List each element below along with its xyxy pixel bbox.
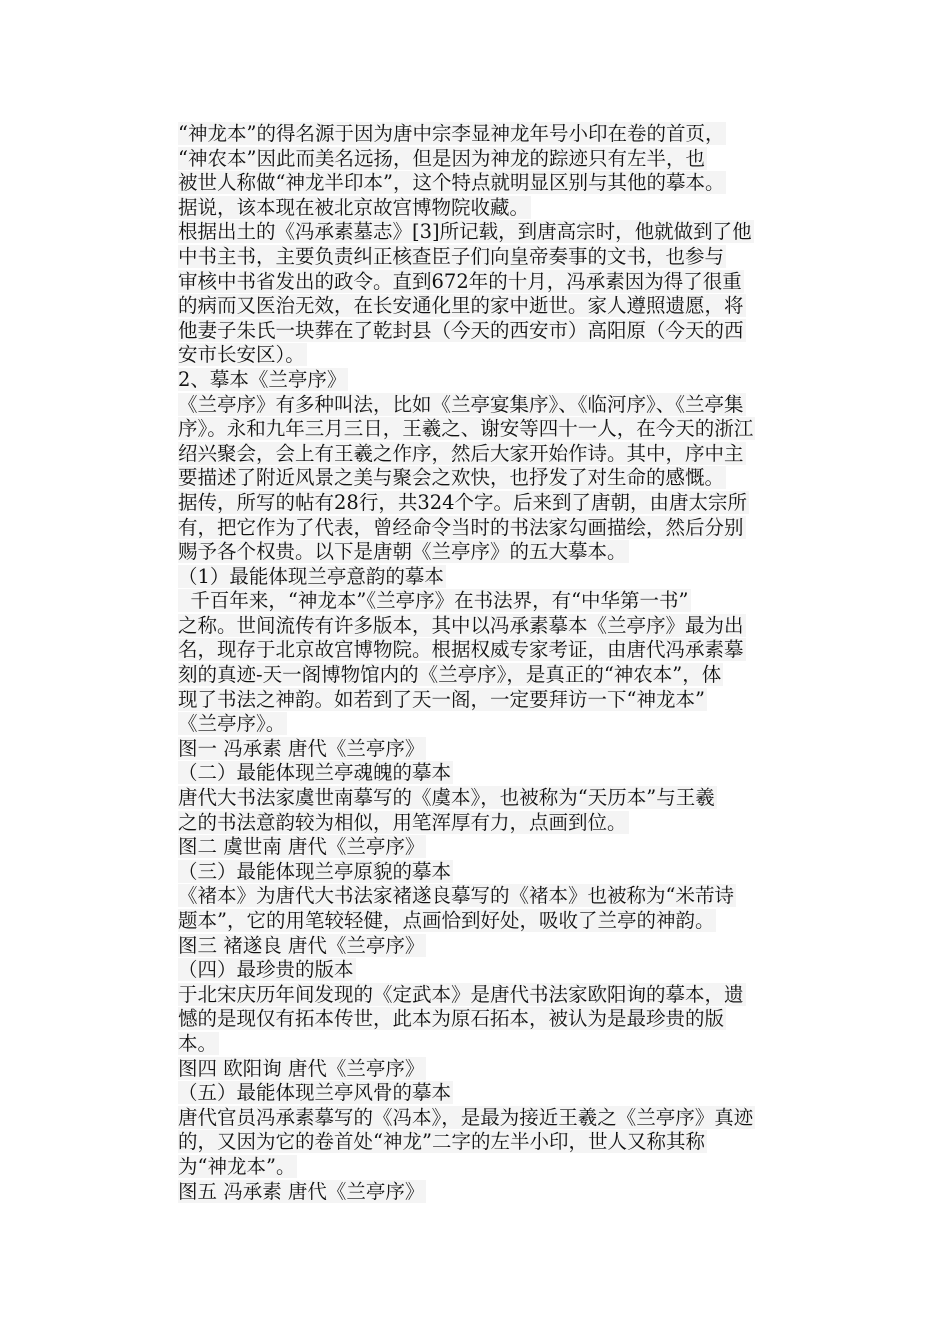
line-text: 的病而又医治无效，在长安通化里的家中逝世。家人遵照遗愿，将 xyxy=(178,294,744,318)
figure-caption-text: 图五 冯承素 唐代《兰亭序》 xyxy=(178,1179,425,1203)
text-line xyxy=(178,393,818,418)
text-line xyxy=(178,491,818,516)
figure-caption-text: 图一 冯承素 唐代《兰亭序》 xyxy=(178,736,425,760)
line-text: 要描述了附近风景之美与聚会之欢快，也抒发了对生命的感慨。 xyxy=(178,466,725,490)
line-text: 之的书法意韵较为相似，用笔浑厚有力，点画到位。 xyxy=(178,810,627,834)
line-text: 唐代大书法家虞世南摹写的《虞本》，也被称为“天历本”与王羲 xyxy=(178,786,715,810)
text-line xyxy=(178,1155,818,1180)
text-line xyxy=(178,122,818,147)
section-heading-text: 2、摹本《兰亭序》 xyxy=(178,367,347,391)
line-text: 《兰亭序》。 xyxy=(178,712,286,736)
line-text: 名，现存于北京故宫博物院。根据权威专家考证，由唐代冯承素摹 xyxy=(178,638,744,662)
text-line xyxy=(178,220,818,245)
text-line xyxy=(178,614,818,639)
line-text: 序》。永和九年三月三日，王羲之、谢安等四十一人，在今天的浙江 xyxy=(178,417,754,441)
line-text: 赐予各个权贵。以下是唐朝《兰亭序》的五大摹本。 xyxy=(178,540,627,564)
text-line xyxy=(178,1007,818,1032)
text-line xyxy=(178,589,818,614)
figure-caption xyxy=(178,934,818,959)
line-text: 据说，该本现在被北京故宫博物院收藏。 xyxy=(178,195,530,219)
text-line xyxy=(178,786,818,811)
line-text: “神农本”因此而美名远扬，但是因为神龙的踪迹只有左半，也 xyxy=(178,146,705,170)
line-text: 千百年来，“神龙本”《兰亭序》在书法界，有“中华第一书” xyxy=(178,589,689,613)
line-text: 唐代官员冯承素摹写的《冯本》，是最为接近王羲之《兰亭序》真迹 xyxy=(178,1105,754,1129)
text-line xyxy=(178,466,818,491)
line-text: 刻的真迹-天一阁博物馆内的《兰亭序》，是真正的“神农本”，体 xyxy=(178,663,722,687)
figure-caption xyxy=(178,1057,818,1082)
figure-caption xyxy=(178,737,818,762)
subsection-heading-text: （二）最能体现兰亭魂魄的摹本 xyxy=(178,761,452,785)
text-line xyxy=(178,196,818,221)
line-text: 被世人称做“神龙半印本”，这个特点就明显区别与其他的摹本。 xyxy=(178,171,725,195)
text-line xyxy=(178,909,818,934)
line-text: 本。 xyxy=(178,1031,218,1055)
figure-caption-text: 图四 欧阳询 唐代《兰亭序》 xyxy=(178,1056,425,1080)
line-text: 有，把它作为了代表，曾经命令当时的书法家勾画描绘，然后分别 xyxy=(178,515,744,539)
text-line xyxy=(178,540,818,565)
line-text: 安市长安区）。 xyxy=(178,343,305,367)
subsection-heading-text: （三）最能体现兰亭原貌的摹本 xyxy=(178,859,452,883)
line-text: “神龙本”的得名源于因为唐中宗李显神龙年号小印在卷的首页， xyxy=(178,122,725,145)
subsection-heading xyxy=(178,761,818,786)
text-line xyxy=(178,147,818,172)
line-text: 《褚本》为唐代大书法家褚遂良摹写的《褚本》也被称为“米芾诗 xyxy=(178,884,734,908)
subsection-heading-text: （五）最能体现兰亭风骨的摹本 xyxy=(178,1081,452,1105)
text-line xyxy=(178,688,818,713)
figure-caption xyxy=(178,835,818,860)
line-text: 的，又因为它的卷首处“神龙”二字的左半小印，世人又称其称 xyxy=(178,1130,705,1154)
line-text: 题本”，它的用笔较轻健，点画恰到好处，吸收了兰亭的神韵。 xyxy=(178,909,715,932)
figure-caption-text: 图二 虞世南 唐代《兰亭序》 xyxy=(178,835,425,859)
subsection-heading xyxy=(178,565,818,590)
figure-caption xyxy=(178,1180,818,1205)
text-line xyxy=(178,442,818,467)
text-line xyxy=(178,811,818,836)
subsection-heading xyxy=(178,1081,818,1106)
subsection-heading xyxy=(178,860,818,885)
subsection-heading-text: （四）最珍贵的版本 xyxy=(178,958,354,982)
line-text: 审核中书省发出的政令。直到672年的十月，冯承素因为得了很重 xyxy=(178,269,742,293)
line-text: 《兰亭序》有多种叫法，比如《兰亭宴集序》、《临河序》、《兰亭集 xyxy=(178,392,744,416)
text-line xyxy=(178,1032,818,1057)
line-text: 绍兴聚会，会上有王羲之作序，然后大家开始作诗。其中，序中主 xyxy=(178,441,744,465)
line-text: 于北宋庆历年间发现的《定武本》是唐代书法家欧阳询的摹本，遗 xyxy=(178,982,744,1006)
line-text: 他妻子朱氏一块葬在了乾封县（今天的西安市）高阳原（今天的西 xyxy=(178,318,744,342)
subsection-heading-text: （1）最能体现兰亭意韵的摹本 xyxy=(178,564,444,588)
line-text: 根据出土的《冯承素墓志》[3]所记载，到唐高宗时，他就做到了他 xyxy=(178,220,752,244)
text-line xyxy=(178,319,818,344)
document-body xyxy=(178,122,818,1204)
text-line xyxy=(178,171,818,196)
text-line xyxy=(178,245,818,270)
line-text: 为“神龙本”。 xyxy=(178,1154,296,1178)
subsection-heading xyxy=(178,958,818,983)
line-text: 之称。世间流传有许多版本，其中以冯承素摹本《兰亭序》最为出 xyxy=(178,613,744,637)
section-heading xyxy=(178,368,818,393)
text-line xyxy=(178,417,818,442)
text-line xyxy=(178,712,818,737)
text-line xyxy=(178,884,818,909)
figure-caption-text: 图三 褚遂良 唐代《兰亭序》 xyxy=(178,933,425,957)
text-line xyxy=(178,1106,818,1131)
text-line xyxy=(178,663,818,688)
line-text: 现了书法之神韵。如若到了天一阁，一定要拜访一下“神龙本” xyxy=(178,687,705,711)
text-line xyxy=(178,983,818,1008)
text-line xyxy=(178,343,818,368)
line-text: 憾的是现仅有拓本传世，此本为原石拓本，被认为是最珍贵的版 xyxy=(178,1007,725,1031)
text-line xyxy=(178,516,818,541)
text-line xyxy=(178,270,818,295)
line-text: 中书主书，主要负责纠正核查臣子们向皇帝奏事的文书，也参与 xyxy=(178,244,725,268)
line-text: 据传，所写的帖有28行，共324个字。后来到了唐朝，由唐太宗所 xyxy=(178,490,748,514)
text-line xyxy=(178,294,818,319)
text-line xyxy=(178,1130,818,1155)
text-line xyxy=(178,638,818,663)
